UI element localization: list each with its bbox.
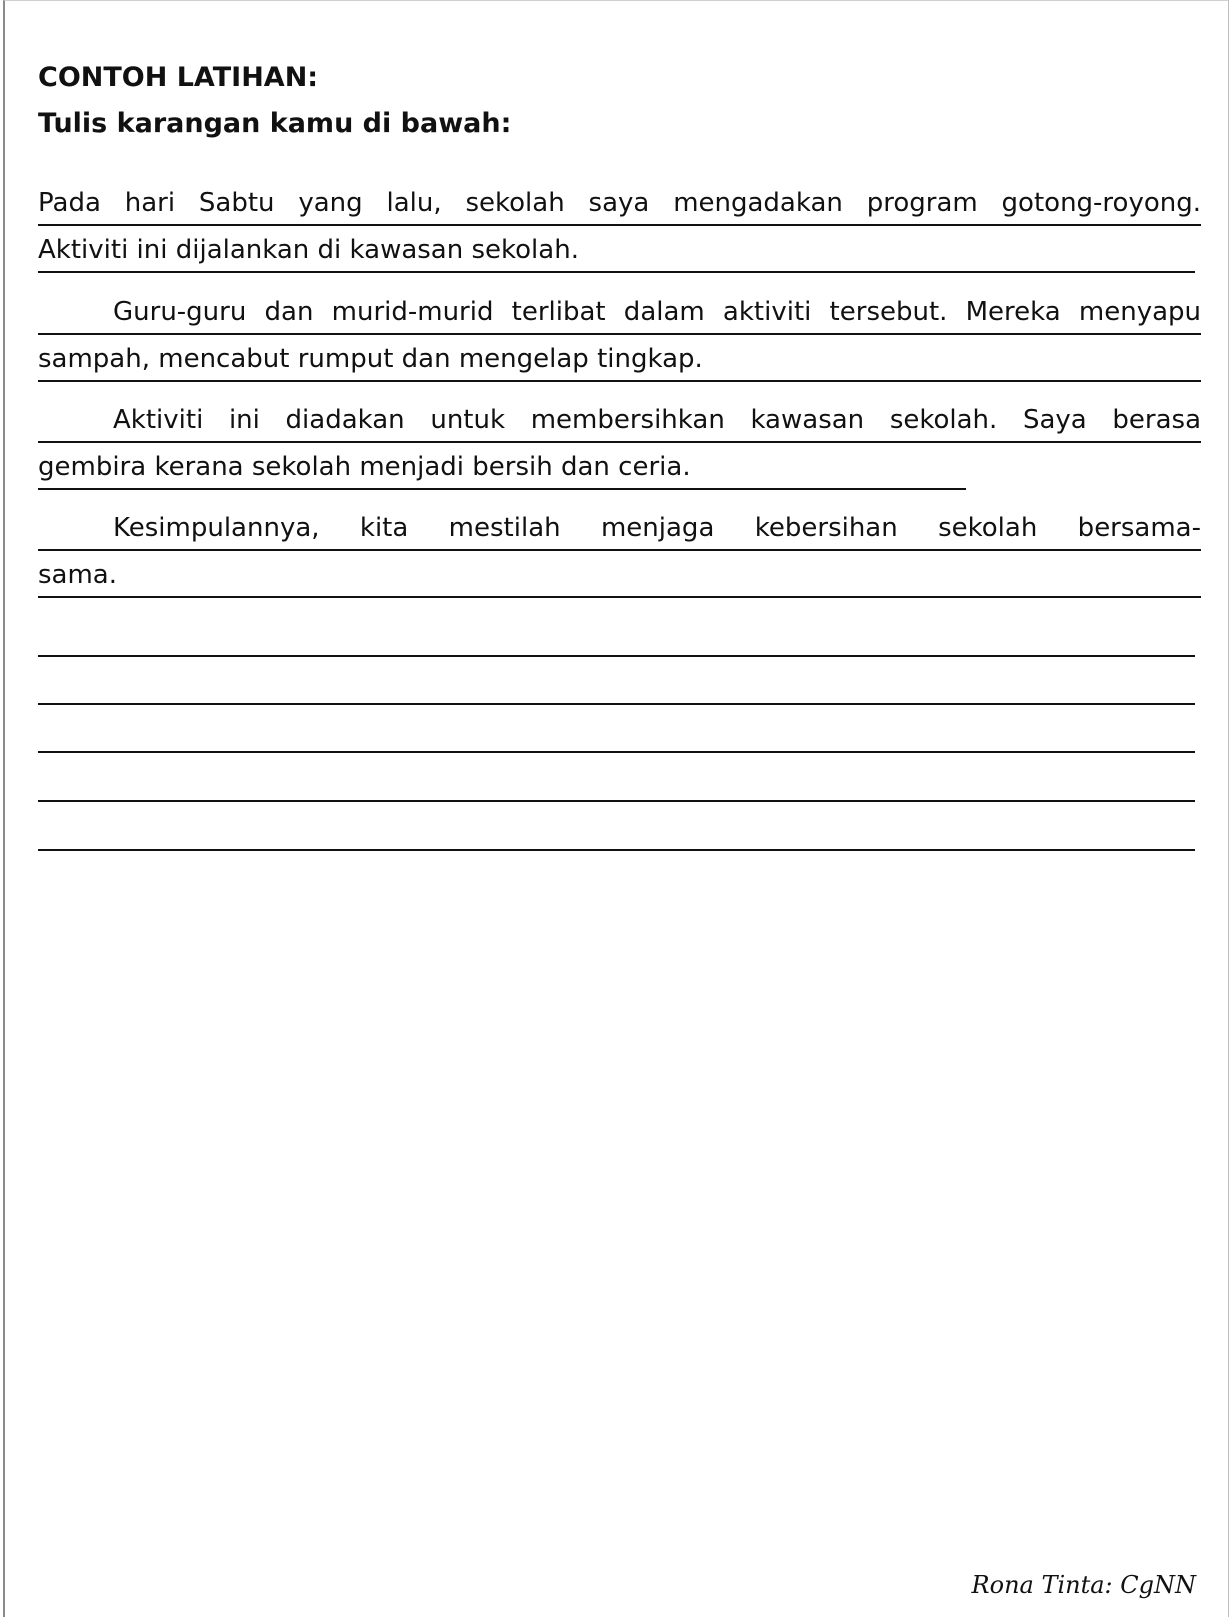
- paragraph-2-line-1: [38, 289, 1201, 335]
- paragraph-3-line-1-text: Aktiviti ini diadakan untuk membersihkan kawasan sekolah. Saya berasa: [113, 405, 1201, 435]
- paragraph-3-line-2: gembira kerana sekolah menjadi bersih dan ceria.: [38, 444, 966, 490]
- paragraph-4-line-2: sama.: [38, 552, 1201, 598]
- worksheet-instruction: Tulis karangan kamu di bawah:: [38, 108, 512, 139]
- blank-writing-line: [38, 655, 1195, 657]
- blank-writing-line: [38, 849, 1195, 851]
- paragraph-2-line-1-text: Guru-guru dan murid-murid terlibat dalam aktiviti tersebut. Mereka menyapu: [113, 297, 1201, 327]
- blank-writing-line: [38, 800, 1195, 802]
- paragraph-1-line-2: Aktiviti ini dijalankan di kawasan sekolah.: [38, 227, 1195, 273]
- footer-credit: Rona Tinta: CgNN: [971, 1571, 1196, 1599]
- worksheet-heading: CONTOH LATIHAN:: [38, 62, 319, 93]
- blank-writing-line: [38, 751, 1195, 753]
- blank-writing-line: [38, 703, 1195, 705]
- paragraph-3-line-1: [38, 397, 1201, 443]
- paragraph-4-line-1-text: Kesimpulannya, kita mestilah menjaga kebersihan sekolah bersama-: [113, 513, 1201, 543]
- paragraph-1-line-1: Pada hari Sabtu yang lalu, sekolah saya mengadakan program gotong-royong.: [38, 180, 1201, 226]
- paragraph-4-line-1: [38, 505, 1201, 551]
- paragraph-2-line-2: sampah, mencabut rumput dan mengelap tingkap.: [38, 336, 1201, 382]
- worksheet-page: [3, 0, 1229, 1617]
